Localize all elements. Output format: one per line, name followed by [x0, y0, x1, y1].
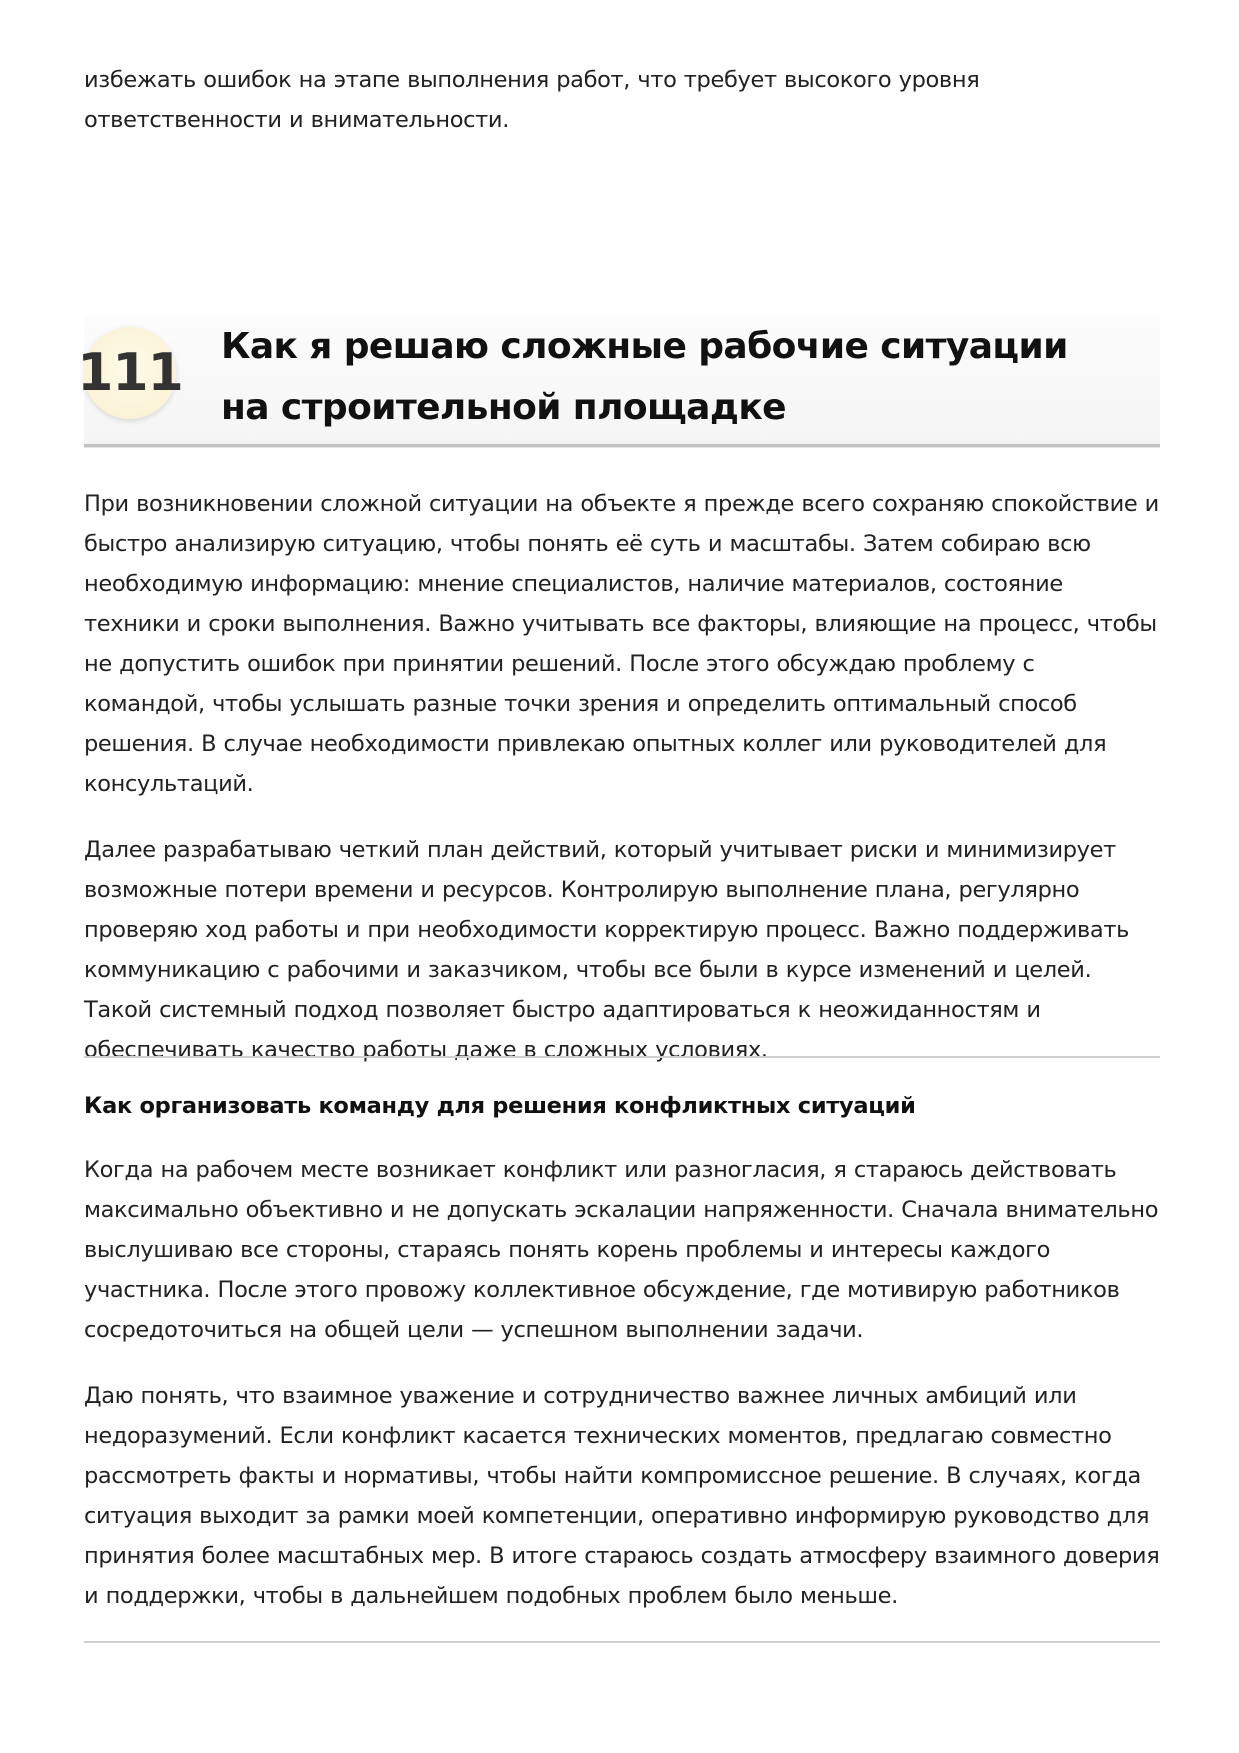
subsection-body [84, 1150, 1160, 1616]
section-title: Как я решаю сложные рабочие ситуации на строительной площадке [221, 326, 1068, 428]
subsection-heading: Как организовать команду для решения конфликтных ситуаций [84, 1093, 916, 1119]
section-header [77, 316, 1160, 447]
intro-paragraph: избежать ошибок на этапе выполнения работ, что требует высокого уровня ответственности и внимательности. [84, 67, 980, 133]
main-paragraph-1: При возникновении сложной ситуации на объекте я прежде всего сохраняю спокойствие и быстро анализирую ситуацию, чтобы понять её суть и масштабы. Затем собираю всю необходимую информацию: мнение специалистов, наличие материалов, состояние техники и сроки выполнения. Важно учитывать все факторы, влияющие на процесс, чтобы не допустить ошибок при принятии решений. После этого обсуждаю проблему с командой, чтобы услышать разные точки зрения и определить оптимальный способ решения. В случае необходимости привлекаю опытных коллег или руководителей для консультаций. [84, 491, 1159, 797]
divider-1 [84, 1056, 1160, 1058]
section-number-badge: 111 [84, 327, 176, 419]
main-paragraph-2: Далее разрабатываю четкий план действий, который учитывает риски и минимизирует возможные потери времени и ресурсов. Контролирую выполнение плана, регулярно проверяю ход работы и при необходимости корректирую процесс. Важно поддерживать коммуникацию с рабочими и заказчиком, чтобы все были в курсе изменений и целей. Такой системный подход позволяет быстро адаптироваться к неожиданностям и обеспечивать качество работы даже в сложных условиях. [84, 837, 1130, 1063]
main-body [84, 484, 1160, 1070]
subsection-paragraph-2: Даю понять, что взаимное уважение и сотрудничество важнее личных амбиций или недоразумений. Если конфликт касается технических моментов, предлагаю совместно рассмотреть факты и нормативы, чтобы найти компромиссное решение. В случаях, когда ситуация выходит за рамки моей компетенции, оперативно информирую руководство для принятия более масштабных мер. В итоге стараюсь создать атмосферу взаимного доверия и поддержки, чтобы в дальнейшем подобных проблем было меньше. [84, 1383, 1160, 1609]
subsection-paragraph-1: Когда на рабочем месте возникает конфликт или разногласия, я стараюсь действовать максимально объективно и не допускать эскалации напряженности. Сначала внимательно выслушиваю все стороны, стараясь понять корень проблемы и интересы каждого участника. После этого провожу коллективное обсуждение, где мотивирую работников сосредоточиться на общей цели — успешном выполнении задачи. [84, 1157, 1159, 1343]
divider-2 [84, 1641, 1160, 1643]
